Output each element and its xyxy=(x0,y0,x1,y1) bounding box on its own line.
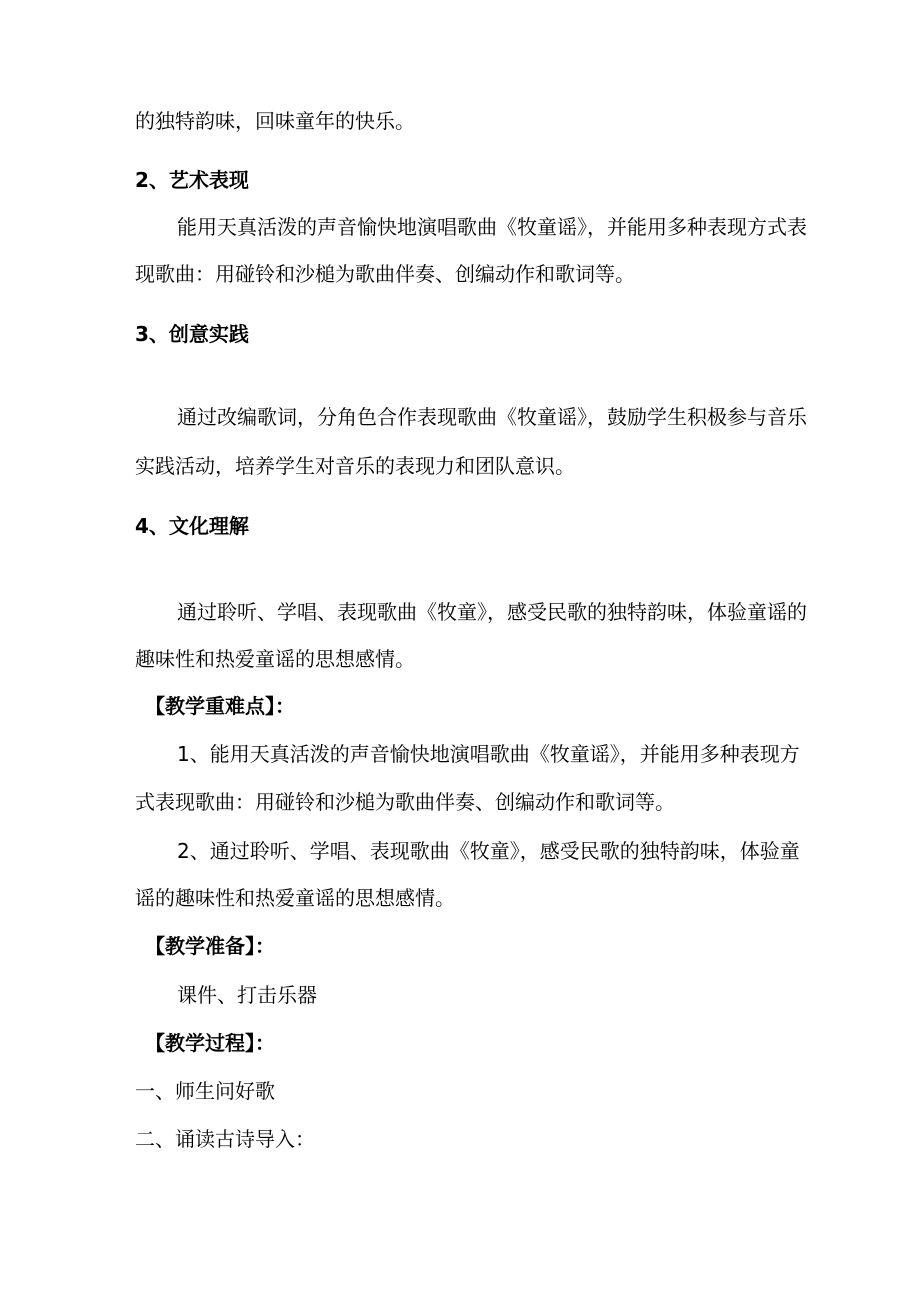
process-step-2: 二、诵读古诗导入： xyxy=(135,1127,315,1151)
preparation-heading: 【教学准备】： xyxy=(145,934,275,958)
key-point-2-line-2: 谣的趣味性和热爱童谣的思想感情。 xyxy=(135,886,455,910)
art-expression-line-1: 能用天真活泼的声音愉快地演唱歌曲《牧童谣》，并能用多种表现方式表 xyxy=(177,215,807,239)
cultural-understanding-line-2: 趣味性和热爱童谣的思想感情。 xyxy=(135,647,415,671)
section-heading-art-expression: 2、艺术表现 xyxy=(135,168,249,192)
cultural-understanding-line-1: 通过聆听、学唱、表现歌曲《牧童》，感受民歌的独特韵味，体验童谣的 xyxy=(177,600,807,624)
process-heading: 【教学过程】： xyxy=(145,1031,275,1055)
art-expression-line-2: 现歌曲：用碰铃和沙槌为歌曲伴奏、创编动作和歌词等。 xyxy=(135,262,635,286)
creative-practice-line-1: 通过改编歌词，分角色合作表现歌曲《牧童谣》，鼓励学生积极参与音乐 xyxy=(177,405,807,429)
preparation-content: 课件、打击乐器 xyxy=(177,983,317,1007)
creative-practice-line-2: 实践活动，培养学生对音乐的表现力和团队意识。 xyxy=(135,454,575,478)
paragraph-intro-tail: 的独特韵味，回味童年的快乐。 xyxy=(135,109,415,133)
key-point-2-line-1: 2、通过聆听、学唱、表现歌曲《牧童》，感受民歌的独特韵味，体验童 xyxy=(177,839,800,863)
section-heading-creative-practice: 3、创意实践 xyxy=(135,322,249,346)
key-point-1-line-2: 式表现歌曲：用碰铃和沙槌为歌曲伴奏、创编动作和歌词等。 xyxy=(135,790,675,814)
key-point-1-line-1: 1、能用天真活泼的声音愉快地演唱歌曲《牧童谣》，并能用多种表现方 xyxy=(177,742,800,766)
process-step-1: 一、师生问好歌 xyxy=(135,1079,275,1103)
section-heading-cultural-understanding: 4、文化理解 xyxy=(135,514,249,538)
key-points-heading: 【教学重难点】： xyxy=(145,694,295,718)
